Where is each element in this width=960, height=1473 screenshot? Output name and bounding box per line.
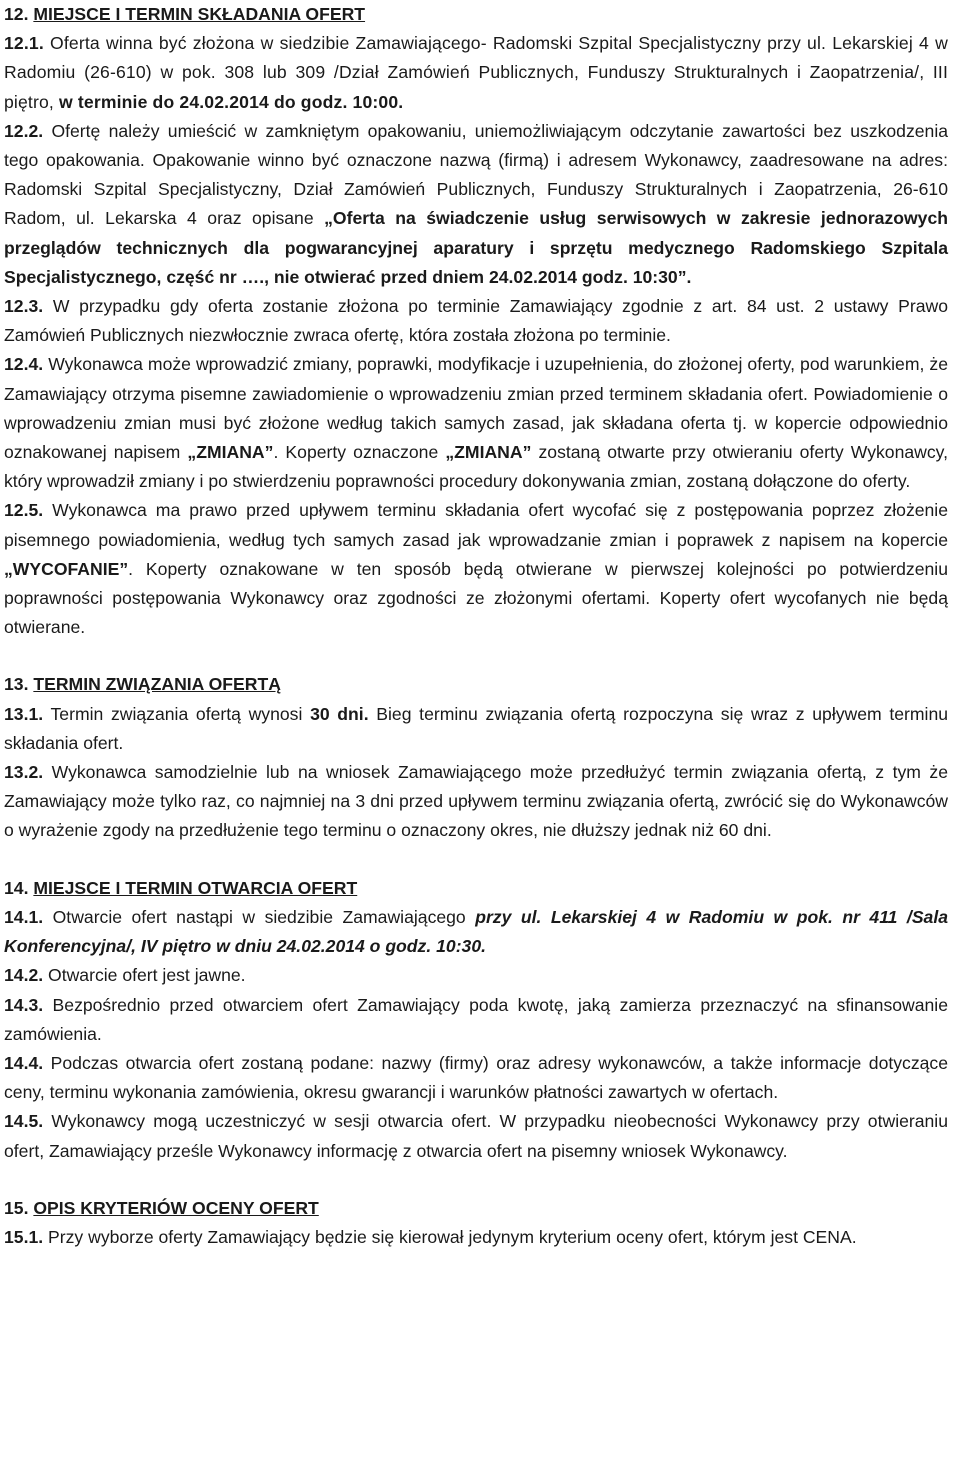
envelope-mark: „WYCOFANIE” xyxy=(4,558,129,579)
paragraph-14-5 xyxy=(4,1107,948,1165)
paragraph-13-1 xyxy=(4,700,948,758)
paragraph-14-3 xyxy=(4,991,948,1049)
paragraph-text: W przypadku gdy oferta zostanie złożona po terminie Zamawiający zgodnie z art. 84 ust. 2 ustawy Prawo Zamówień Publicznych niezwłocznie zwraca ofertę, która została złożona po terminie. xyxy=(4,296,948,346)
paragraph-text: . Koperty oznaczone xyxy=(273,442,439,463)
paragraph-number: 14.5. xyxy=(4,1111,44,1132)
paragraph-number: 12.1. xyxy=(4,33,44,54)
section-title: TERMIN ZWIĄZANIA OFERTĄ xyxy=(33,674,281,695)
paragraph-text: zostaną otwarte przy otwieraniu oferty Wykonawcy, który wprowadził zmiany i po stwierdzeniu poprawności procedury dokonywania zmian, zostaną dołączone do oferty. xyxy=(4,442,949,492)
paragraph-number: 14.4. xyxy=(4,1052,44,1073)
paragraph-text: Bieg terminu związania ofertą rozpoczyna się wraz z upływem terminu składania ofert. xyxy=(4,703,949,753)
paragraph-12-4 xyxy=(4,350,948,496)
paragraph-number: 12.3. xyxy=(4,296,44,317)
paragraph-12-3 xyxy=(4,292,948,350)
paragraph-number: 14.3. xyxy=(4,994,44,1015)
envelope-label: „Oferta na świadczenie usług serwisowych w zakresie jednorazowych przeglądów technicznych dla pogwarancyjnej aparatury i sprzętu medycznego Radomskiego Szpitala Specjalistycznego, część nr …., nie otwierać przed dniem 24.02.2014 godz. 10:30”. xyxy=(4,208,948,287)
envelope-mark: „ZMIANA” xyxy=(187,442,274,463)
paragraph-text: Termin związania ofertą wynosi xyxy=(50,703,303,724)
paragraph-text: Bezpośrednio przed otwarciem ofert Zamawiający poda kwotę, jaką zamierza przeznaczyć na sfinansowanie zamówienia. xyxy=(4,994,949,1044)
paragraph-number: 14.2. xyxy=(4,965,44,986)
paragraph-number: 15.1. xyxy=(4,1226,44,1247)
paragraph-text: Podczas otwarcia ofert zostaną podane: nazwy (firmy) oraz adresy wykonawców, a także informacje dotyczące ceny, terminu wykonania zamówienia, okresu gwarancji i warunków płatności zawartych w ofertach. xyxy=(4,1052,948,1103)
opening-location: przy ul. Lekarskiej 4 w Radomiu w pok. nr 411 /Sala Konferencyjna/, IV piętro w dniu 24.02.2014 o godz. 10:30. xyxy=(4,906,949,957)
section-number: 13. xyxy=(4,674,29,695)
paragraph-text: Wykonawca może wprowadzić zmiany, poprawki, modyfikacje i uzupełnienia, do złożonej oferty, pod warunkiem, że Zamawiający otrzyma pisemne zawiadomienie o wprowadzeniu zmian przed terminem składania ofert. Powiadomienie o wprowadzeniu zmian musi być złożone według takich samych zasad, jak składana oferta tj. w kopercie odpowiednio oznakowanej napisem xyxy=(4,354,949,463)
paragraph-12-1 xyxy=(4,29,948,117)
paragraph-number: 12.5. xyxy=(4,500,44,521)
paragraph-number: 14.1. xyxy=(4,906,44,927)
paragraph-12-2 xyxy=(4,117,948,292)
paragraph-bold-value: 30 dni. xyxy=(310,703,369,724)
paragraph-number: 12.4. xyxy=(4,354,44,375)
paragraph-deadline: w terminie do 24.02.2014 do godz. 10:00. xyxy=(59,91,404,112)
section-14-heading xyxy=(4,874,948,903)
paragraph-text: Wykonawca samodzielnie lub na wniosek Zamawiającego może przedłużyć termin związania ofertą, z tym że Zamawiający może tylko raz, co najmniej na 3 dni przed upływem terminu związania ofertą, zwrócić się do Wykonawców o wyrażenie zgody na przedłużenie tego terminu o oznaczony okres, nie dłuższy jednak niż 60 dni. xyxy=(4,762,948,841)
paragraph-text: Otwarcie ofert nastąpi w siedzibie Zamawiającego xyxy=(52,906,466,927)
section-12-heading xyxy=(4,0,948,29)
paragraph-text: Lekarska 4 oraz opisane xyxy=(105,208,314,229)
paragraph-14-4 xyxy=(4,1049,948,1107)
paragraph-14-1 xyxy=(4,903,948,961)
paragraph-15-1 xyxy=(4,1223,948,1252)
paragraph-12-5 xyxy=(4,496,948,642)
section-spacer xyxy=(4,642,948,670)
paragraph-text: Ofertę należy umieścić w zamkniętym opakowaniu, uniemożliwiającym odczytanie zawartości bez uszkodzenia tego opakowania. xyxy=(4,120,949,171)
section-number: 15. xyxy=(4,1197,29,1218)
paragraph-text: Wykonawcy mogą uczestniczyć w sesji otwarcia ofert. W przypadku nieobecności Wykonawcy przy otwieraniu ofert, Zamawiający prześle Wykonawcy informację z otwarcia ofert na pisemny wniosek Wykonawcy. xyxy=(4,1111,949,1161)
section-spacer xyxy=(4,1166,948,1194)
paragraph-text: Przy wyborze oferty Zamawiający będzie się kierował jedynym kryterium oceny ofert, którym jest CENA. xyxy=(48,1226,857,1247)
paragraph-text: Oferta winna być złożona w siedzibie Zamawiającego- Radomski Szpital Specjalistyczny przy ul. Lekarskiej 4 w Radomiu (26-610) w pok. 308 lub 309 /Dział Zamówień Publicznych, Funduszy Strukturalnych i Zaopatrzenia/, III piętro, xyxy=(4,33,948,112)
section-title: OPIS KRYTERIÓW OCENY OFERT xyxy=(33,1197,319,1218)
envelope-mark: „ZMIANA” xyxy=(445,442,532,463)
section-number: 14. xyxy=(4,877,29,898)
section-title: MIEJSCE I TERMIN SKŁADANIA OFERT xyxy=(33,4,366,24)
paragraph-number: 13.1. xyxy=(4,703,44,724)
paragraph-text: . Koperty oznakowane w ten sposób będą otwierane w pierwszej kolejności po potwierdzeniu poprawności postępowania Wykonawcy oraz zgodności ze złożonymi ofertami. Koperty ofert wycofanych nie będą otwierane. xyxy=(4,558,948,638)
paragraph-text: Wykonawca ma prawo przed upływem terminu składania ofert wycofać się z postępowania poprzez złożenie pisemnego powiadomienia, według tych samych zasad jak wprowadzanie zmian i poprawek z napisem na kopercie xyxy=(4,500,949,550)
section-number: 12. xyxy=(4,4,29,24)
section-spacer xyxy=(4,846,948,874)
section-15-heading xyxy=(4,1194,948,1223)
section-13-heading xyxy=(4,670,948,699)
paragraph-text: Opakowanie winno być oznaczone nazwą (firmą) i adresem Wykonawcy, zaadresowane na adres: Radomski Szpital Specjalistyczny, Dział Zamówień Publicznych, Funduszy Strukturalnych i Zaopatrzenia, 26-610 Radom, ul. xyxy=(4,150,948,229)
paragraph-14-2 xyxy=(4,961,948,990)
paragraph-13-2 xyxy=(4,758,948,846)
paragraph-text: Otwarcie ofert jest jawne. xyxy=(48,965,246,986)
paragraph-number: 13.2. xyxy=(4,762,44,783)
paragraph-number: 12.2. xyxy=(4,120,44,141)
section-title: MIEJSCE I TERMIN OTWARCIA OFERT xyxy=(33,877,358,898)
